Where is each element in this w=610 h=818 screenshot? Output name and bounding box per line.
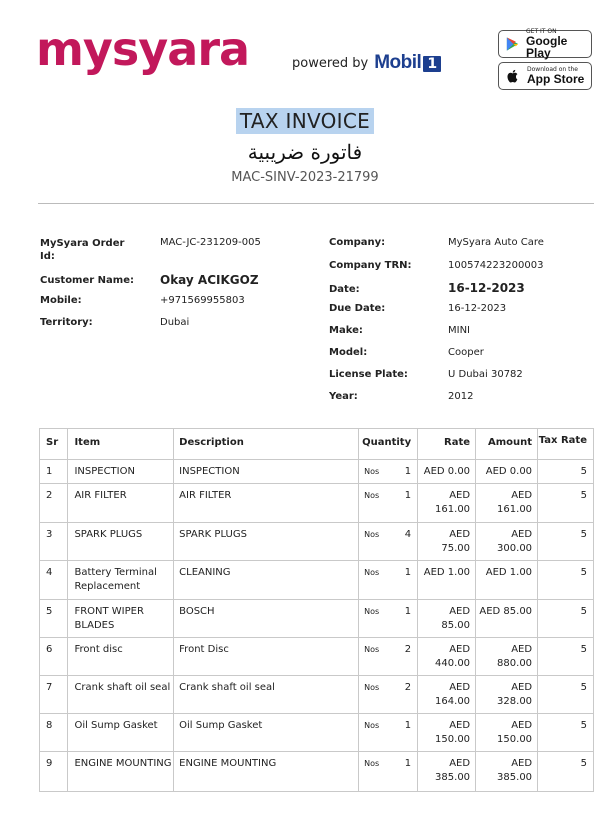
header-tax-rate: Tax Rate <box>538 429 594 460</box>
row-rate: AED 1.00 <box>418 561 476 600</box>
table-row <box>40 460 594 484</box>
row-tax-rate: 5 <box>538 638 594 676</box>
company-label: Company: <box>329 237 386 248</box>
row-sr: 5 <box>40 600 68 638</box>
row-amount: AED 150.00 <box>476 714 538 752</box>
row-description: INSPECTION <box>174 460 359 484</box>
header-amount: Amount <box>476 429 538 460</box>
row-amount: AED 0.00 <box>476 460 538 484</box>
table-row <box>40 676 594 714</box>
row-sr: 2 <box>40 484 68 523</box>
row-sr: 3 <box>40 523 68 561</box>
due-date-label: Due Date: <box>329 303 386 314</box>
row-description: BOSCH <box>174 600 359 638</box>
google-play-small: GET IT ON <box>526 28 557 35</box>
mobile-label: Mobile: <box>40 295 82 306</box>
row-quantity <box>359 752 418 792</box>
powered-by-text: powered by <box>292 55 369 71</box>
row-item: ENGINE MOUNTING <box>68 752 174 792</box>
row-description: Front Disc <box>174 638 359 676</box>
mobil-word: Mobil <box>374 52 422 73</box>
row-tax-rate: 5 <box>538 600 594 638</box>
row-description: SPARK PLUGS <box>174 523 359 561</box>
row-quantity <box>359 714 418 752</box>
row-sr: 7 <box>40 676 68 714</box>
row-quantity <box>359 484 418 523</box>
date-value: 16-12-2023 <box>448 281 525 295</box>
mobil-one: 1 <box>423 56 441 72</box>
row-rate: AED 161.00 <box>418 484 476 523</box>
invoice-number: MAC-SINV-2023-21799 <box>231 170 379 185</box>
make-value: MINI <box>448 325 471 336</box>
model-label: Model: <box>329 347 368 358</box>
row-item: Oil Sump Gasket <box>68 714 174 752</box>
order-id-label: MySyara Order Id: <box>40 238 125 262</box>
header-sr: Sr <box>40 429 68 460</box>
row-sr: 6 <box>40 638 68 676</box>
row-amount: AED 880.00 <box>476 638 538 676</box>
apple-icon <box>505 68 521 84</box>
row-quantity <box>359 523 418 561</box>
row-rate: AED 0.00 <box>418 460 476 484</box>
table-row <box>40 561 594 600</box>
order-id-value: MAC-JC-231209-005 <box>160 237 261 248</box>
date-label: Date: <box>329 284 360 295</box>
license-plate-value: U Dubai 30782 <box>448 369 523 380</box>
row-description: Crank shaft oil seal <box>174 676 359 714</box>
table-row <box>40 600 594 638</box>
row-qty: 1 <box>404 490 412 501</box>
mysyara-logo: mysyara <box>36 22 250 76</box>
play-icon <box>505 36 520 52</box>
row-description: AIR FILTER <box>174 484 359 523</box>
row-tax-rate: 5 <box>538 676 594 714</box>
row-qty: 2 <box>404 682 412 693</box>
make-label: Make: <box>329 325 363 336</box>
model-value: Cooper <box>448 347 484 358</box>
company-trn-label: Company TRN: <box>329 260 412 271</box>
row-unit: Nos <box>364 467 380 476</box>
year-label: Year: <box>329 391 358 402</box>
row-amount: AED 1.00 <box>476 561 538 600</box>
table-row <box>40 523 594 561</box>
row-tax-rate: 5 <box>538 714 594 752</box>
mobil-logo <box>374 52 441 74</box>
invoice-title: TAX INVOICE <box>236 108 374 134</box>
row-quantity <box>359 600 418 638</box>
row-sr: 8 <box>40 714 68 752</box>
row-unit: Nos <box>364 607 380 616</box>
row-item: AIR FILTER <box>68 484 174 523</box>
row-qty: 2 <box>404 644 412 655</box>
row-qty: 1 <box>404 606 412 617</box>
items-table <box>39 428 594 792</box>
table-row <box>40 714 594 752</box>
row-qty: 1 <box>404 720 412 731</box>
row-description: ENGINE MOUNTING <box>174 752 359 792</box>
row-unit: Nos <box>364 759 380 768</box>
year-value: 2012 <box>448 391 474 402</box>
row-amount: AED 385.00 <box>476 752 538 792</box>
row-rate: AED 85.00 <box>418 600 476 638</box>
row-rate: AED 75.00 <box>418 523 476 561</box>
google-play-badge[interactable] <box>498 30 592 58</box>
row-sr: 9 <box>40 752 68 792</box>
row-unit: Nos <box>364 491 380 500</box>
row-unit: Nos <box>364 530 380 539</box>
row-sr: 1 <box>40 460 68 484</box>
app-store-small: Download on the <box>527 66 578 73</box>
app-store-label: App Store <box>527 72 585 86</box>
row-item: Front disc <box>68 638 174 676</box>
google-play-label: Google Play <box>526 34 568 60</box>
row-unit: Nos <box>364 568 380 577</box>
row-quantity <box>359 460 418 484</box>
row-quantity <box>359 676 418 714</box>
row-amount: AED 300.00 <box>476 523 538 561</box>
row-tax-rate: 5 <box>538 460 594 484</box>
table-row <box>40 752 594 792</box>
header-item: Item <box>68 429 174 460</box>
row-rate: AED 385.00 <box>418 752 476 792</box>
mobile-value: +971569955803 <box>160 295 245 306</box>
row-item: Crank shaft oil seal <box>68 676 174 714</box>
license-plate-label: License Plate: <box>329 369 408 380</box>
row-amount: AED 85.00 <box>476 600 538 638</box>
header-rate: Rate <box>418 429 476 460</box>
row-item: SPARK PLUGS <box>68 523 174 561</box>
row-tax-rate: 5 <box>538 752 594 792</box>
company-value: MySyara Auto Care <box>448 237 544 248</box>
row-tax-rate: 5 <box>538 484 594 523</box>
row-tax-rate: 5 <box>538 561 594 600</box>
row-item: INSPECTION <box>68 460 174 484</box>
header-quantity: Quantity <box>359 429 418 460</box>
app-store-badge[interactable] <box>498 62 592 90</box>
table-row <box>40 638 594 676</box>
header-divider <box>38 203 594 204</box>
table-row <box>40 484 594 523</box>
row-unit: Nos <box>364 683 380 692</box>
row-sr: 4 <box>40 561 68 600</box>
row-description: CLEANING <box>174 561 359 600</box>
territory-label: Territory: <box>40 317 93 328</box>
row-quantity <box>359 638 418 676</box>
customer-name-label: Customer Name: <box>40 275 134 286</box>
table-header-row <box>40 429 594 460</box>
row-amount: AED 328.00 <box>476 676 538 714</box>
row-rate: AED 440.00 <box>418 638 476 676</box>
company-trn-value: 100574223200003 <box>448 260 544 271</box>
row-rate: AED 164.00 <box>418 676 476 714</box>
customer-name-value: Okay ACIKGOZ <box>160 273 259 287</box>
powered-by-mobil <box>292 52 441 74</box>
invoice-title-arabic: فاتورة ضريبية <box>247 140 363 164</box>
territory-value: Dubai <box>160 317 190 328</box>
row-amount: AED 161.00 <box>476 484 538 523</box>
row-item: FRONT WIPER BLADES <box>68 600 174 638</box>
row-qty: 1 <box>404 466 412 477</box>
row-qty: 1 <box>404 567 412 578</box>
row-rate: AED 150.00 <box>418 714 476 752</box>
header-description: Description <box>174 429 359 460</box>
row-qty: 4 <box>404 529 412 540</box>
row-quantity <box>359 561 418 600</box>
row-description: Oil Sump Gasket <box>174 714 359 752</box>
row-item: Battery Terminal Replacement <box>68 561 174 600</box>
row-qty: 1 <box>404 758 412 769</box>
row-tax-rate: 5 <box>538 523 594 561</box>
row-unit: Nos <box>364 645 380 654</box>
row-unit: Nos <box>364 721 380 730</box>
due-date-value: 16-12-2023 <box>448 303 507 314</box>
